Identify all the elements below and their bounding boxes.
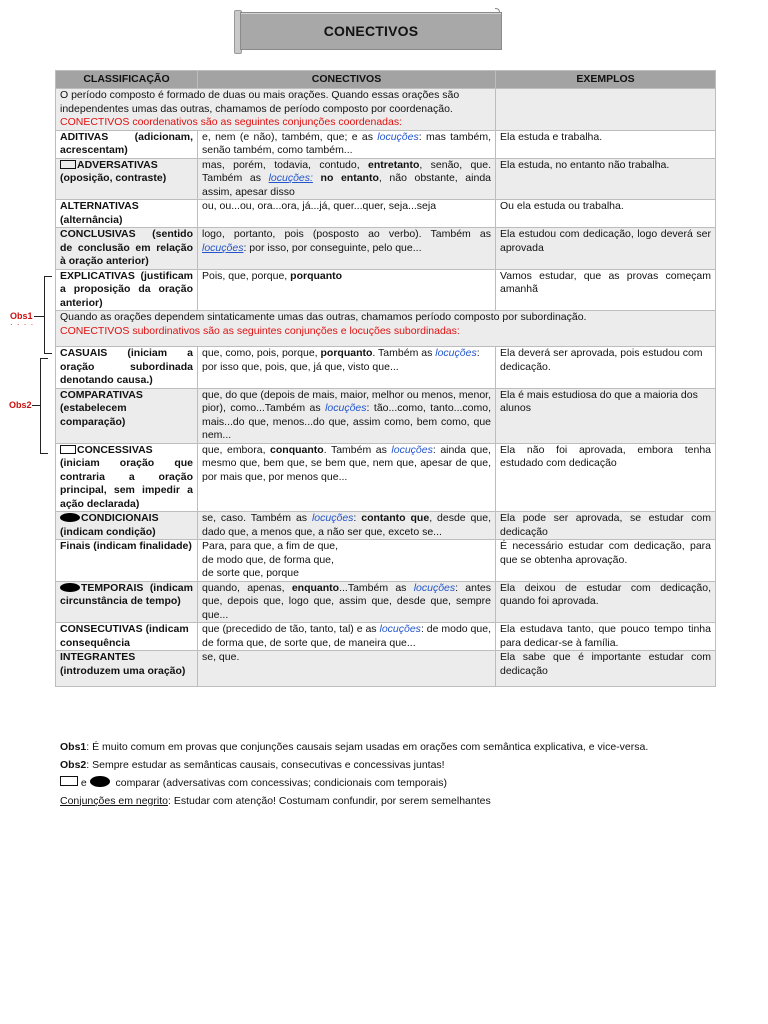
cls-temporais-title: TEMPORAIS <box>81 581 144 594</box>
intro-coordenacao-row <box>56 89 716 131</box>
con-adversativas <box>198 158 496 200</box>
cls-adversativas <box>56 158 198 200</box>
cls-temporais-desc: (indicam circunstância de tempo) <box>60 581 193 607</box>
row-adversativas <box>56 158 716 200</box>
ex-comparativas: Ela é mais estudiosa do que a maioria dos alunos <box>496 388 716 443</box>
note-obs2-label: Obs2 <box>60 758 87 771</box>
locucoes-label: locuções <box>377 130 419 143</box>
obs2-bracket-tick <box>32 405 40 406</box>
locucoes-label: locuções: <box>268 172 313 184</box>
con-text: e, nem (e não), também, que; e as <box>202 130 378 143</box>
con-bold: porquanto <box>320 347 373 359</box>
cls-temporais <box>56 581 198 623</box>
ex-conclusivas: Ela estudou com dedicação, logo deverá ser aprovada <box>496 228 716 270</box>
con-temporais <box>198 581 496 623</box>
con-text: : tão...como, tanto...como, mais...do que, menos...do que, assim como, bem como, que nem... <box>202 402 491 441</box>
note-obs2 <box>60 759 660 773</box>
ex-explicativas: Vamos estudar, que as provas começam amanhã <box>496 269 716 311</box>
con-text: mas, porém, todavia, contudo, <box>202 158 369 171</box>
locucoes-label: locuções <box>202 241 244 254</box>
cls-causais: CASUAIS (iniciam a oração subordinada denotando causa.) <box>56 347 198 389</box>
row-conclusivas <box>56 228 716 270</box>
con-finais <box>198 540 496 582</box>
con-bold: no entanto <box>320 172 379 184</box>
legend-text: comparar (adversativas com concessivas; condicionais com temporais) <box>115 777 447 789</box>
row-explicativas <box>56 269 716 311</box>
con-text: que, embora, <box>202 443 271 456</box>
cls-adversativas-desc: (oposição, contraste) <box>60 172 167 184</box>
note-obs1 <box>60 741 660 755</box>
row-causais <box>56 347 716 389</box>
page-title: CONECTIVOS <box>323 23 419 39</box>
ex-temporais: Ela deixou de estudar com dedicação, quando foi aprovada. <box>496 581 716 623</box>
con-text: quando, apenas, <box>202 581 292 594</box>
con-text <box>313 172 321 184</box>
obs1-side-label: Obs1 <box>10 311 33 321</box>
con-text: , não obstante, ainda assim, apesar disso <box>202 172 491 198</box>
row-condicionais <box>56 512 716 540</box>
con-aditivas <box>198 130 496 158</box>
intro-coordenacao-red: CONECTIVOS coordenativos são as seguintes conjunções coordenadas: <box>60 116 403 128</box>
con-text: , senão, que. Também as <box>202 158 491 184</box>
note-obs2-text: : Sempre estudar as semânticas causais, consecutivas e concessivas juntas! <box>86 758 445 771</box>
notes-section <box>60 741 660 812</box>
con-text: , desde que, dado que, a menos que, a não ser que, exceto se... <box>202 512 491 538</box>
con-bold: porquanto <box>290 269 343 282</box>
con-bold: enquanto <box>291 581 340 594</box>
ex-adversativas: Ela estuda, no entanto não trabalha. <box>496 158 716 200</box>
con-text: : por isso que, pois, que, já que, visto que... <box>202 347 480 373</box>
cls-aditivas: ADITIVAS (adicionam, acrescentam) <box>56 130 198 158</box>
con-text: . Também as <box>372 347 436 359</box>
cls-integrantes: INTEGRANTES (introduzem uma oração) <box>56 651 198 687</box>
ex-finais: É necessário estudar com dedicação, para que se obtenha aprovação. <box>496 540 716 582</box>
locucoes-label: locuções <box>325 402 367 414</box>
ex-condicionais: Ela pode ser aprovada, se estudar com dedicação <box>496 512 716 540</box>
title-banner-curl <box>495 8 500 13</box>
title-box <box>240 12 502 50</box>
con-text: : de modo que, de forma que, de sorte que, de maneira que... <box>202 623 491 649</box>
con-text: ...Também as <box>339 581 414 594</box>
con-text: : <box>353 512 362 524</box>
intro-subordinacao-text: Quando as orações dependem sintaticamente umas das outras, chamamos período composto por subordinação. <box>60 311 587 323</box>
locucoes-label: locuções <box>413 581 456 594</box>
con-causais <box>198 347 496 389</box>
con-bold: contanto que <box>361 512 430 524</box>
cls-adversativas-title: ADVERSATIVAS <box>77 158 158 171</box>
cls-condicionais-title: CONDICIONAIS <box>81 512 159 524</box>
intro-coordenacao-empty <box>496 89 716 131</box>
con-explicativas <box>198 269 496 311</box>
cls-comparativas: COMPARATIVAS (estabelecem comparação) <box>56 388 198 443</box>
cls-explicativas: EXPLICATIVAS (justificam a proposição da oração anterior) <box>56 269 198 311</box>
table-header-row <box>56 71 716 89</box>
header-conectivos: CONECTIVOS <box>198 71 496 89</box>
note-negrito <box>60 795 660 809</box>
con-text: : mas também, senão também, como também... <box>202 130 491 156</box>
note-negrito-label: Conjunções em negrito <box>60 794 168 807</box>
row-aditivas <box>56 130 716 158</box>
header-classificacao: CLASSIFICAÇÃO <box>56 71 198 89</box>
obs1-dots: · · · · <box>10 320 35 329</box>
con-text: que (precedido de tão, tanto, tal) e as <box>202 623 380 635</box>
locucoes-label: locuções <box>391 443 433 456</box>
intro-coordenacao-text: O período composto é formado de duas ou mais orações. Quando essas orações são independentes umas das outras, chamamos de período composto por coordenação. <box>60 89 460 115</box>
row-concessivas <box>56 443 716 512</box>
con-condicionais <box>198 512 496 540</box>
con-text: logo, portanto, pois (posposto ao verbo). Também as <box>202 228 491 240</box>
con-comparativas <box>198 388 496 443</box>
legend-and: e <box>80 777 87 789</box>
cls-alternativas: ALTERNATIVAS (alternância) <box>56 200 198 228</box>
conectivos-table <box>55 70 716 687</box>
intro-subordinacao-row <box>56 311 716 347</box>
row-finais <box>56 540 716 582</box>
legend-rectangle-icon <box>60 776 78 786</box>
row-comparativas <box>56 388 716 443</box>
cls-concessivas-desc: (iniciam oração que contraria a oração principal, sem impedir a ação declarada) <box>60 457 193 510</box>
oval-marker-icon <box>60 583 80 592</box>
intro-coordenacao <box>56 89 496 131</box>
ex-concessivas: Ela não foi aprovada, embora tenha estudado com dedicação <box>496 443 716 512</box>
row-consecutivas <box>56 623 716 651</box>
cls-concessivas-title: CONCESSIVAS <box>77 443 153 456</box>
row-alternativas <box>56 200 716 228</box>
locucoes-label: locuções <box>311 512 354 524</box>
con-text: de sorte que, porque <box>202 567 299 579</box>
con-text: : por isso, por conseguinte, pelo que... <box>243 241 422 254</box>
ex-alternativas: Ou ela estuda ou trabalha. <box>496 200 716 228</box>
note-obs1-label: Obs1 <box>60 741 87 753</box>
con-concessivas <box>198 443 496 512</box>
con-integrantes: se, que. <box>198 651 496 687</box>
cls-consecutivas: CONSECUTIVAS (indicam consequência <box>56 623 198 651</box>
cls-finais: Finais (indicam finalidade) <box>56 540 198 582</box>
oval-marker-icon <box>60 513 80 522</box>
con-text: se, caso. Também as <box>202 512 312 524</box>
con-text: . Também as <box>323 443 392 456</box>
header-exemplos: EXEMPLOS <box>496 71 716 89</box>
con-text: de modo que, de forma que, <box>202 553 334 566</box>
con-conclusivas <box>198 228 496 270</box>
title-banner <box>234 8 502 54</box>
con-consecutivas <box>198 623 496 651</box>
row-integrantes <box>56 651 716 687</box>
con-text: Pois, que, porque, <box>202 269 291 282</box>
ex-aditivas: Ela estuda e trabalha. <box>496 130 716 158</box>
rectangle-marker-icon <box>60 160 76 169</box>
locucoes-label: locuções <box>435 347 477 359</box>
note-negrito-text: : Estudar com atenção! Costumam confundir, por serem semelhantes <box>167 794 491 807</box>
legend-oval-icon <box>90 776 110 787</box>
ex-causais: Ela deverá ser aprovada, pois estudou com dedicação. <box>496 347 716 389</box>
con-bold: entretanto <box>368 158 420 171</box>
cls-condicionais <box>56 512 198 540</box>
obs1-bracket-tick <box>34 316 44 317</box>
con-text: : antes que, depois que, logo que, assim que, desde que, sempre que... <box>202 581 491 621</box>
cls-condicionais-desc: (indicam condição) <box>60 525 156 538</box>
obs2-bracket <box>40 358 48 454</box>
ex-integrantes: Ela sabe que é importante estudar com dedicação <box>496 651 716 687</box>
note-legend <box>60 776 660 791</box>
con-text: Para, para que, a fim de que, <box>202 540 339 552</box>
con-text: que, como, pois, porque, <box>202 347 321 359</box>
note-obs1-text: : É muito comum em provas que conjunções causais sejam usadas em orações com semântica explicativa, e vice-versa. <box>86 741 649 753</box>
ex-consecutivas: Ela estudava tanto, que pouco tempo tinha para dedicar-se à família. <box>496 623 716 651</box>
intro-subordinacao <box>56 311 716 347</box>
con-text: : ainda que, mesmo que, bem que, se bem que, nem que, apesar de que, por mais que, por menos que... <box>202 443 491 483</box>
cls-concessivas <box>56 443 198 512</box>
locucoes-label: locuções <box>379 623 421 635</box>
intro-subordinacao-red: CONECTIVOS subordinativos são as seguintes conjunções e locuções subordinadas: <box>60 324 460 337</box>
rectangle-marker-icon <box>60 445 76 454</box>
cls-conclusivas: CONCLUSIVAS (sentido de conclusão em relação à oração anterior) <box>56 228 198 270</box>
con-bold: conquanto <box>270 443 324 456</box>
con-text: que, do que (depois de mais, maior, melhor ou menos, menor, pior), como...Também as <box>202 388 491 414</box>
obs1-bracket <box>44 276 52 354</box>
obs2-side-label: Obs2 <box>9 400 32 410</box>
con-alternativas: ou, ou...ou, ora...ora, já...já, quer...quer, seja...seja <box>198 200 496 228</box>
row-temporais <box>56 581 716 623</box>
